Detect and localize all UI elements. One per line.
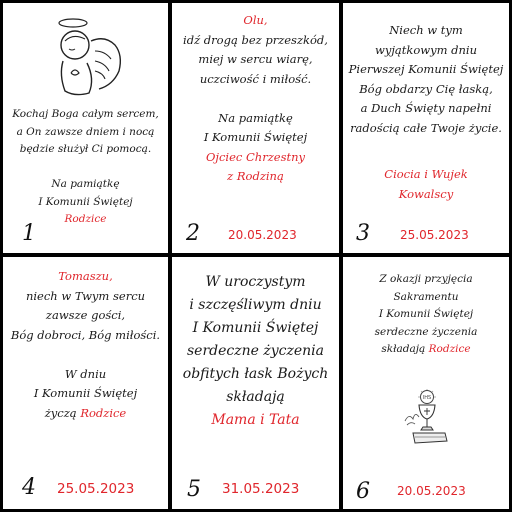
card-2-line: Na pamiątkę [218,110,293,125]
card-3-line: a Duch Święty napełni [360,101,492,115]
card-2-signature: Ojciec Chrzestny [205,149,305,164]
card-2-signature: z Rodziną [227,169,284,183]
card-5-line: I Komunii Świętej [192,320,319,336]
card-5-line: obfitych łask Bożych [182,366,329,382]
card-1-line: będzie służył Ci pomocą. [19,143,152,155]
svg-text:IHS: IHS [422,395,432,401]
card-1-number: 1 [22,221,36,246]
card-5-line: składają [226,389,285,405]
card-4-closing-prefix: życzą [44,405,77,420]
card-4-greeting: Tomaszu, [58,269,113,283]
card-5-line: i szczęśliwym dniu [189,297,322,313]
card-3-line: wyjątkowym dniu [374,42,478,57]
card-6-date: 20.05.2023 [397,484,466,498]
card-6-number: 6 [356,479,370,504]
card-3-signature: Ciocia i Wujek [384,167,468,181]
card-4-line: zawsze gości, [45,308,126,322]
card-2-line: I Komunii Świętej [203,130,308,144]
card-5-signature: Mama i Tata [211,412,300,428]
card-6 [343,257,509,509]
card-2-number: 2 [186,221,200,246]
card-3-line: Bóg obdarzy Cię łaską, [359,81,493,96]
card-6-closing [343,341,509,359]
card-6-line: I Komunii Świętej [378,308,474,320]
card-3-number: 3 [356,221,370,246]
card-3 [343,3,509,253]
card-1-line [3,159,168,177]
card-1-signature: Rodzice [64,213,107,225]
card-3-line: Pierwszej Komunii Świętej [348,62,504,76]
card-4-line: W dniu [64,366,107,381]
card-5-number: 5 [187,477,201,502]
card-6-signature: Rodzice [428,343,471,355]
card-3-date: 25.05.2023 [400,228,469,242]
card-3-line: radością całe Twoje życie. [350,120,502,135]
card-4-line [3,345,168,365]
card-1 [3,3,168,253]
card-5-date: 31.05.2023 [222,481,300,497]
card-5 [172,257,339,509]
card-4 [3,257,168,509]
card-2-line [172,89,339,109]
card-2-greeting: Olu, [243,13,268,27]
card-4-line: I Komunii Świętej [33,386,138,400]
card-3-line: Niech w tym [389,23,463,37]
card-2 [172,3,339,253]
card-3-signature: Kowalscy [398,186,454,201]
card-1-line: Kochaj Boga całym sercem, [12,108,159,120]
angel-icon [43,11,129,101]
card-5-line: serdeczne życzenia [186,343,324,359]
card-6-closing-prefix: składają [381,343,426,355]
card-1-line: I Komunii Świętej [38,195,133,208]
card-6-line: serdeczne życzenia [374,325,478,338]
card-6-line: Sakramentu [393,290,459,303]
card-2-line: uczciwość i miłość. [199,71,312,86]
card-4-number: 4 [22,475,36,500]
card-4-line: niech w Twym sercu [25,288,146,303]
card-2-date: 20.05.2023 [228,228,297,242]
card-5-line: W uroczystym [205,274,306,290]
card-4-signature: Rodzice [80,405,127,420]
card-2-line: miej w sercu wiarę, [198,52,313,66]
card-4-line: Bóg dobroci, Bóg miłości. [10,327,161,342]
card-6-line: Z okazji przyjęcia [379,273,473,285]
card-1-line: Na pamiątkę [51,178,120,190]
chalice-icon [401,389,453,451]
card-4-date: 25.05.2023 [57,481,135,497]
card-1-line: a On zawsze dniem i nocą [16,125,155,138]
card-4-closing [3,404,168,424]
card-2-line: idź drogą bez przeszkód, [183,32,328,47]
